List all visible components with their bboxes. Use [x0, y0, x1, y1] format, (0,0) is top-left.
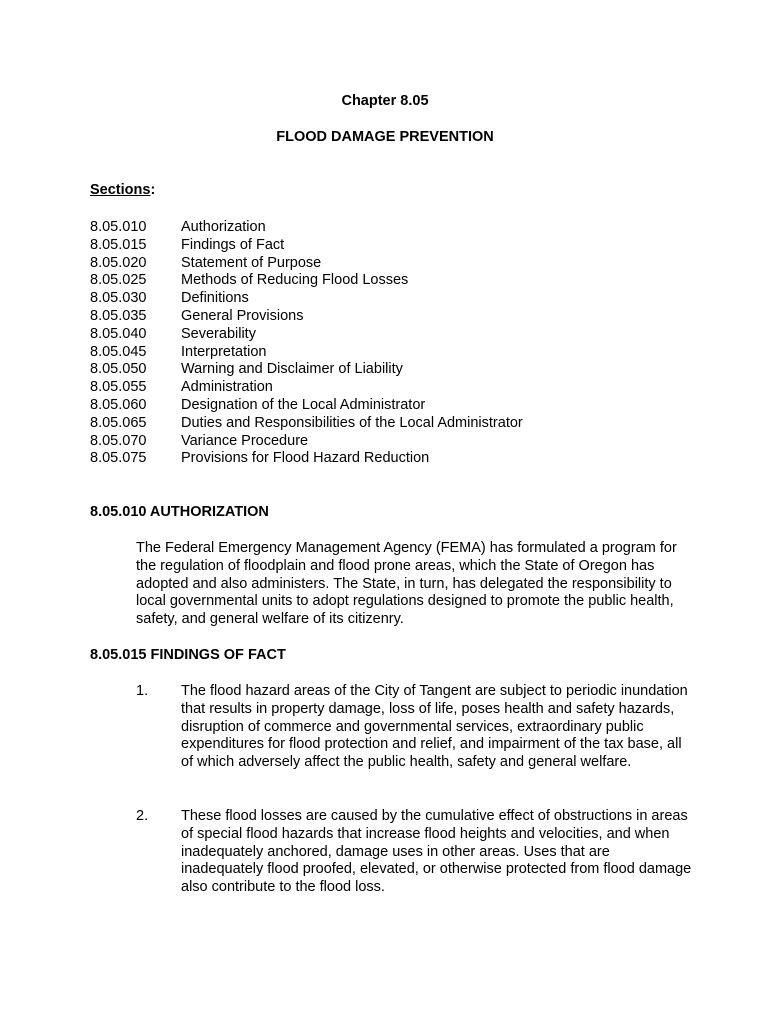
section-title: Statement of Purpose	[181, 254, 322, 271]
finding-item	[136, 808, 696, 897]
sections-heading	[90, 182, 155, 198]
finding-item	[136, 683, 696, 772]
section-title: Interpretation	[181, 343, 267, 360]
section-number: 8.05.010	[90, 219, 147, 235]
section-title: Findings of Fact	[181, 236, 285, 253]
section-number: 8.05.040	[90, 325, 147, 342]
section-entry	[90, 272, 523, 290]
sections-list	[90, 219, 523, 468]
section-title: Definitions	[181, 290, 249, 307]
section-title: Administration	[181, 379, 273, 396]
section-title: General Provisions	[181, 307, 304, 324]
section-entry	[90, 433, 523, 451]
section-entry	[90, 450, 523, 468]
section-entry	[90, 255, 523, 273]
finding-number: 2.	[136, 808, 149, 824]
finding-number: 1.	[136, 683, 149, 699]
chapter-number: Chapter 8.05	[341, 93, 429, 109]
section-number: 8.05.020	[90, 254, 147, 271]
section-title: Designation of the Local Administrator	[181, 396, 426, 413]
section-number: 8.05.065	[90, 414, 147, 431]
section-number: 8.05.055	[90, 379, 147, 396]
sections-heading-label: Sections	[90, 182, 151, 198]
chapter-title: FLOOD DAMAGE PREVENTION	[276, 129, 494, 145]
section-entry	[90, 361, 523, 379]
section-title: Warning and Disclaimer of Liability	[181, 361, 403, 378]
section-title: Provisions for Flood Hazard Reduction	[181, 450, 430, 467]
section-number: 8.05.050	[90, 361, 147, 378]
section-entry	[90, 344, 523, 362]
section-entry	[90, 219, 523, 237]
section-title: Authorization	[181, 219, 266, 235]
authorization-heading: 8.05.010 AUTHORIZATION	[90, 504, 269, 520]
findings-heading: 8.05.015 FINDINGS OF FACT	[90, 647, 286, 663]
section-entry	[90, 237, 523, 255]
section-number: 8.05.035	[90, 307, 147, 324]
section-entry	[90, 308, 523, 326]
section-title: Duties and Responsibilities of the Local Administrator	[181, 414, 523, 431]
section-title: Severability	[181, 325, 256, 342]
section-title: Methods of Reducing Flood Losses	[181, 272, 409, 289]
sections-heading-colon: :	[150, 182, 156, 198]
section-number: 8.05.015	[90, 236, 147, 253]
section-entry	[90, 415, 523, 433]
section-number: 8.05.045	[90, 343, 147, 360]
section-number: 8.05.075	[90, 450, 147, 467]
finding-text: These flood losses are caused by the cumulative effect of obstructions in areas of special flood hazards that increase flood heights and velocities, and when inadequately anchored, damage uses in other areas. Uses that are inadequately flood proofed, elevated, or otherwise protected from flood damage also contribute to the flood loss.	[181, 808, 692, 896]
section-number: 8.05.030	[90, 290, 147, 307]
section-number: 8.05.070	[90, 432, 147, 449]
section-number: 8.05.060	[90, 396, 147, 413]
section-title: Variance Procedure	[181, 432, 309, 449]
section-number: 8.05.025	[90, 272, 147, 289]
section-entry	[90, 379, 523, 397]
section-entry	[90, 326, 523, 344]
section-entry	[90, 397, 523, 415]
authorization-paragraph: The Federal Emergency Management Agency (FEMA) has formulated a program for the regulation of floodplain and flood prone areas, which the State of Oregon has adopted and also administers. The State, in turn, has delegated the responsibility to local governmental units to adopt regulations designed to promote the public health, safety, and general welfare of its citizenry.	[136, 540, 677, 628]
section-entry	[90, 290, 523, 308]
finding-text: The flood hazard areas of the City of Tangent are subject to periodic inundation that results in property damage, loss of life, poses health and safety hazards, disruption of commerce and governmental services, extraordinary public expenditures for flood protection and relief, and impairment of the tax base, all of which adversely affect the public health, safety and general welfare.	[181, 683, 688, 771]
